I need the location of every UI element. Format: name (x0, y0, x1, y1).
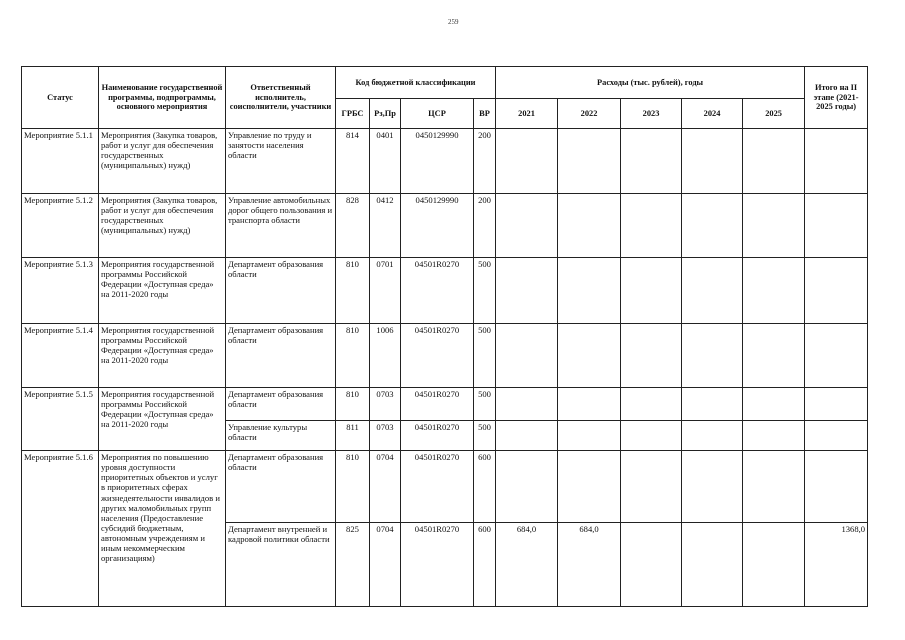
y2023-cell (621, 258, 682, 324)
vr-cell: 500 (474, 324, 496, 388)
y2022-cell (558, 258, 621, 324)
rzpr-cell: 0401 (370, 129, 401, 194)
y2023-cell (621, 324, 682, 388)
y2021-cell (496, 129, 558, 194)
y2025-cell (743, 388, 805, 421)
rzpr-cell: 0704 (370, 523, 401, 607)
csr-cell: 0450129990 (401, 194, 474, 258)
y2022-cell (558, 194, 621, 258)
y2021-cell (496, 194, 558, 258)
header-name: Наименование государственной программы, подпрограммы, основного мероприятия (99, 67, 226, 129)
header-rzpr: Рз,Пр (370, 99, 401, 129)
y2023-cell (621, 388, 682, 421)
name-cell: Мероприятия (Закупка товаров, работ и услуг для обеспечения государственных (муниципальных) нужд) (99, 194, 226, 258)
y2021-cell (496, 421, 558, 451)
y2025-cell (743, 451, 805, 523)
grbs-cell: 828 (336, 194, 370, 258)
table-row (22, 451, 868, 523)
vr-cell: 200 (474, 129, 496, 194)
grbs-cell: 814 (336, 129, 370, 194)
executor-cell: Департамент образования области (226, 324, 336, 388)
y2023-cell (621, 194, 682, 258)
vr-cell: 500 (474, 388, 496, 421)
header-2024: 2024 (682, 99, 743, 129)
executor-cell: Управление по труду и занятости населения области (226, 129, 336, 194)
y2025-cell (743, 324, 805, 388)
y2025-cell (743, 194, 805, 258)
y2025-cell (743, 129, 805, 194)
header-grbs: ГРБС (336, 99, 370, 129)
csr-cell: 0450129990 (401, 129, 474, 194)
executor-cell: Департамент внутренней и кадровой политики области (226, 523, 336, 607)
y2021-cell (496, 388, 558, 421)
vr-cell: 500 (474, 258, 496, 324)
total-cell (805, 129, 868, 194)
csr-cell: 04501R0270 (401, 258, 474, 324)
y2022-cell: 684,0 (558, 523, 621, 607)
rzpr-cell: 0412 (370, 194, 401, 258)
y2021-cell (496, 258, 558, 324)
y2024-cell (682, 421, 743, 451)
header-vr: ВР (474, 99, 496, 129)
y2023-cell (621, 523, 682, 607)
name-cell: Мероприятия государственной программы Российской Федерации «Доступная среда» на 2011-2020 годы (99, 258, 226, 324)
total-cell (805, 388, 868, 421)
y2022-cell (558, 421, 621, 451)
name-cell: Мероприятия по повышению уровня доступности приоритетных объектов и услуг в приоритетных сферах жизнедеятельности инвалидов и других маломобильных групп населения (Предоставление субсидий бюджетным, автономным учреждениям и иным некоммерческим организациям) (99, 451, 226, 607)
status-cell: Мероприятие 5.1.2 (22, 194, 99, 258)
total-cell (805, 421, 868, 451)
header-csr: ЦСР (401, 99, 474, 129)
csr-cell: 04501R0270 (401, 523, 474, 607)
table-row (22, 129, 868, 194)
y2025-cell (743, 523, 805, 607)
y2022-cell (558, 451, 621, 523)
rzpr-cell: 0703 (370, 388, 401, 421)
rzpr-cell: 0704 (370, 451, 401, 523)
y2023-cell (621, 421, 682, 451)
name-cell: Мероприятия (Закупка товаров, работ и услуг для обеспечения государственных (муниципальных) нужд) (99, 129, 226, 194)
vr-cell: 500 (474, 421, 496, 451)
csr-cell: 04501R0270 (401, 451, 474, 523)
status-cell: Мероприятие 5.1.5 (22, 388, 99, 451)
status-cell: Мероприятие 5.1.3 (22, 258, 99, 324)
header-2022: 2022 (558, 99, 621, 129)
rzpr-cell: 0703 (370, 421, 401, 451)
y2023-cell (621, 451, 682, 523)
total-cell (805, 324, 868, 388)
grbs-cell: 825 (336, 523, 370, 607)
y2024-cell (682, 194, 743, 258)
table-row (22, 194, 868, 258)
executor-cell: Управление культуры области (226, 421, 336, 451)
y2022-cell (558, 388, 621, 421)
status-cell: Мероприятие 5.1.6 (22, 451, 99, 607)
rzpr-cell: 1006 (370, 324, 401, 388)
y2025-cell (743, 421, 805, 451)
csr-cell: 04501R0270 (401, 388, 474, 421)
total-cell (805, 451, 868, 523)
total-cell (805, 194, 868, 258)
budget-table (21, 66, 868, 607)
header-2023: 2023 (621, 99, 682, 129)
page-number: 259 (448, 18, 459, 26)
y2024-cell (682, 129, 743, 194)
header-expenses: Расходы (тыс. рублей), годы (496, 67, 805, 99)
vr-cell: 600 (474, 451, 496, 523)
total-cell: 1368,0 (805, 523, 868, 607)
executor-cell: Департамент образования области (226, 258, 336, 324)
status-cell: Мероприятие 5.1.4 (22, 324, 99, 388)
y2022-cell (558, 324, 621, 388)
header-total: Итого на II этапе (2021-2025 годы) (805, 67, 868, 129)
y2024-cell (682, 388, 743, 421)
grbs-cell: 810 (336, 388, 370, 421)
table-row (22, 324, 868, 388)
executor-cell: Департамент образования области (226, 451, 336, 523)
header-2021: 2021 (496, 99, 558, 129)
name-cell: Мероприятия государственной программы Российской Федерации «Доступная среда» на 2011-2020 годы (99, 324, 226, 388)
y2024-cell (682, 258, 743, 324)
header-2025: 2025 (743, 99, 805, 129)
executor-cell: Управление автомобильных дорог общего пользования и транспорта области (226, 194, 336, 258)
y2025-cell (743, 258, 805, 324)
grbs-cell: 811 (336, 421, 370, 451)
rzpr-cell: 0701 (370, 258, 401, 324)
y2024-cell (682, 523, 743, 607)
executor-cell: Департамент образования области (226, 388, 336, 421)
table-row (22, 388, 868, 421)
y2021-cell (496, 451, 558, 523)
header-executor: Ответственный исполнитель, соисполнители, участники (226, 67, 336, 129)
header-budget-code: Код бюджетной классификации (336, 67, 496, 99)
y2021-cell (496, 324, 558, 388)
y2024-cell (682, 324, 743, 388)
y2021-cell: 684,0 (496, 523, 558, 607)
header-status: Статус (22, 67, 99, 129)
name-cell: Мероприятия государственной программы Российской Федерации «Доступная среда» на 2011-2020 годы (99, 388, 226, 451)
vr-cell: 600 (474, 523, 496, 607)
vr-cell: 200 (474, 194, 496, 258)
total-cell (805, 258, 868, 324)
csr-cell: 04501R0270 (401, 324, 474, 388)
grbs-cell: 810 (336, 324, 370, 388)
grbs-cell: 810 (336, 451, 370, 523)
y2023-cell (621, 129, 682, 194)
table-row (22, 258, 868, 324)
status-cell: Мероприятие 5.1.1 (22, 129, 99, 194)
grbs-cell: 810 (336, 258, 370, 324)
y2022-cell (558, 129, 621, 194)
csr-cell: 04501R0270 (401, 421, 474, 451)
y2024-cell (682, 451, 743, 523)
